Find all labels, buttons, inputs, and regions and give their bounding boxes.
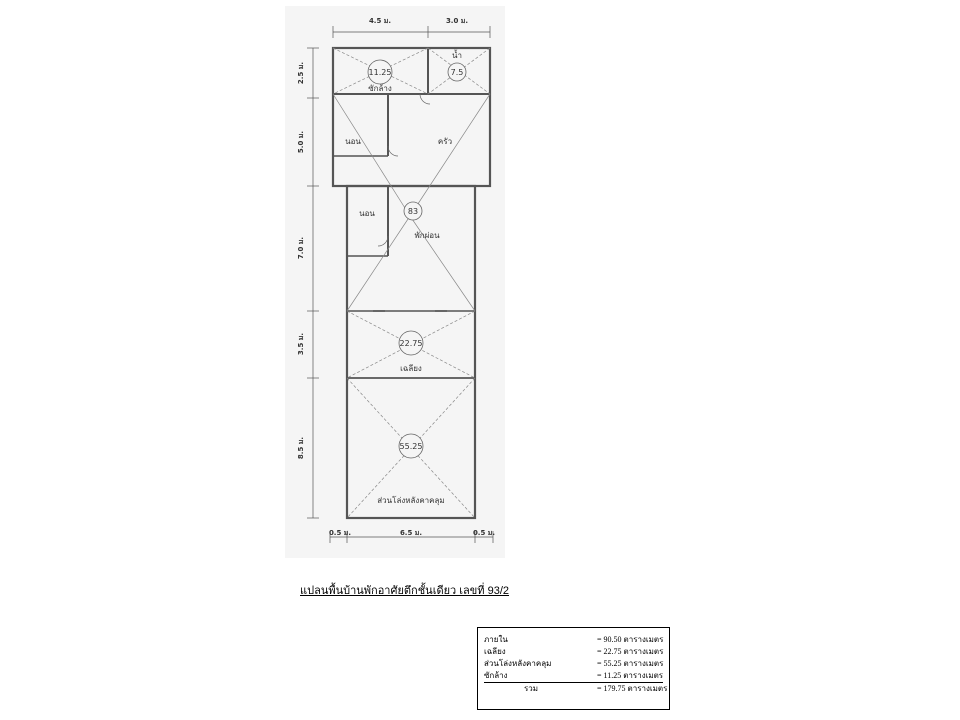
kitchen-label: ครัว bbox=[437, 137, 453, 146]
area-row-value: = 90.50 ตารางเมตร bbox=[597, 635, 664, 644]
dim-left-4: 3.5 ม. bbox=[297, 332, 305, 356]
bath-area-value: 7.5 bbox=[450, 68, 464, 77]
carport-area-value: 55.25 bbox=[399, 442, 423, 451]
dim-left-3: 7.0 ม. bbox=[297, 236, 305, 260]
dim-left-1: 2.5 ม. bbox=[297, 61, 305, 85]
area-row-total bbox=[484, 682, 668, 695]
dim-bottom-3: 0.5 ม. bbox=[472, 529, 496, 537]
veranda-area-value: 22.75 bbox=[399, 339, 423, 348]
area-row-interior bbox=[484, 634, 663, 646]
area-total-label: รวม bbox=[524, 684, 539, 693]
bath-label: น้ำ bbox=[452, 51, 462, 60]
area-total-value: = 179.75 ตารางเมตร bbox=[597, 684, 668, 693]
bedroom-2-label: นอน bbox=[359, 209, 375, 218]
area-row-label: ภายใน bbox=[484, 635, 508, 644]
hall-label: พักผ่อน bbox=[414, 231, 440, 240]
left-dimensions bbox=[307, 48, 319, 518]
area-summary-table bbox=[477, 627, 670, 710]
area-row-value: = 22.75 ตารางเมตร bbox=[597, 647, 664, 656]
area-circles bbox=[368, 60, 466, 458]
carport-label: ส่วนโล่งหลังคาคลุม bbox=[377, 496, 445, 505]
bedroom-1-label: นอน bbox=[345, 137, 361, 146]
dim-left-2: 5.0 ม. bbox=[297, 130, 305, 154]
dim-bottom-1: 0.5 ม. bbox=[328, 529, 352, 537]
area-row-value: = 55.25 ตารางเมตร bbox=[597, 659, 664, 668]
area-row-laundry bbox=[484, 670, 663, 682]
dim-top-1: 4.5 ม. bbox=[368, 17, 392, 25]
area-row-label: ซักล้าง bbox=[484, 671, 508, 680]
area-row-label: ส่วนโล่งหลังคาคลุม bbox=[484, 659, 552, 668]
laundry-label: ซักล้าง bbox=[368, 84, 392, 93]
hall-area-value: 83 bbox=[407, 207, 419, 216]
laundry-area-value: 11.25 bbox=[368, 68, 392, 77]
area-row-value: = 11.25 ตารางเมตร bbox=[597, 671, 664, 680]
floor-plan bbox=[285, 6, 505, 558]
dim-left-5: 8.5 ม. bbox=[297, 436, 305, 460]
area-row-label: เฉลียง bbox=[484, 647, 506, 656]
area-row-veranda bbox=[484, 646, 663, 658]
veranda-label: เฉลียง bbox=[400, 364, 422, 373]
plan-title: แปลนพื้นบ้านพักอาศัยตึกชั้นเดียว เลขที่ 93/2 bbox=[300, 585, 510, 597]
top-dimensions bbox=[333, 26, 490, 38]
dim-bottom-2: 6.5 ม. bbox=[399, 529, 423, 537]
area-row-carport bbox=[484, 658, 663, 670]
dim-top-2: 3.0 ม. bbox=[445, 17, 469, 25]
